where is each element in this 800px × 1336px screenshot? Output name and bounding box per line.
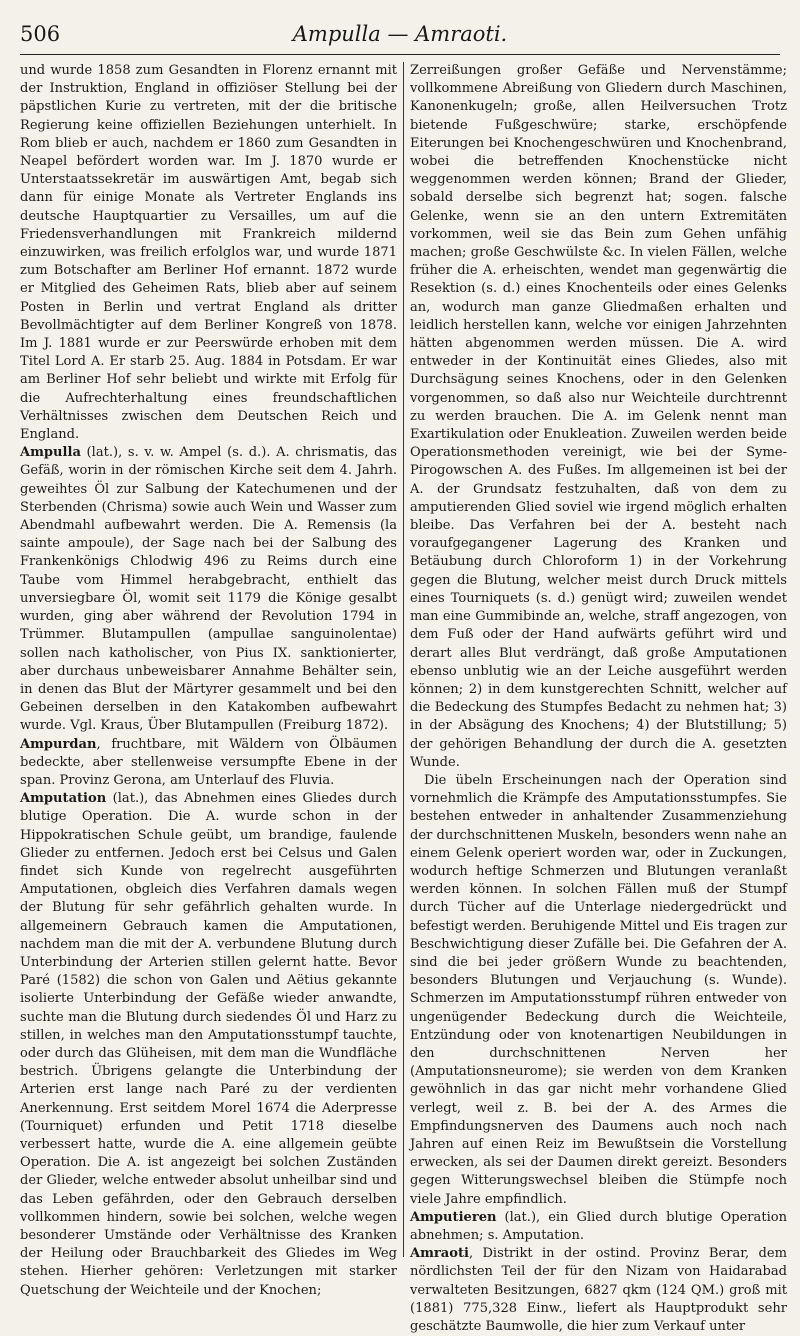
entry-text: , fruchtbare, mit Wäldern von Ölbäumen bedeckte, aber stellenweise versumpfte Ebene in der span. Provinz Gerona, am Unterlauf des Fluvia. <box>20 736 397 788</box>
column-divider <box>403 62 404 1257</box>
entry-text: (lat.), s. v. w. Ampel (s. d.). A. chrismatis, das Gefäß, worin in der römischen Kirche seit dem 4. Jahrh. geweihtes Öl zur Salbung der Katechumenen und der Sterbenden (Chrisma) sowie auch Wein und Wasser zum Abendmahl aufbewahrt werden. Die A. Remensis (la sainte ampoule), der Sage nach bei der Salbung des Frankenkönigs Chlodwig 496 zu Reims durch eine Taube vom Himmel herabgebracht, enthielt das unversiegbare Öl, womit seit 1179 die Könige gesalbt wurden, ging aber während der Revolution 1794 in Trümmer. Blutampullen (ampullae sanguinolentae) sollen nach katholischer, von Pius IX. sanktionierter, aber durchaus unbeweisbarer Annahme Behälter sein, in denen das Blut der Märtyrer gesammelt und bei den Gebeinen derselben in den Katakomben aufbewahrt wurde. Vgl. Kraus, Über Blutampullen (Freiburg 1872). <box>20 445 397 734</box>
page-number: 506 <box>20 22 61 46</box>
entry-amputieren <box>410 1209 787 1245</box>
entry-amraoti <box>410 1245 787 1336</box>
entry-ampurdan <box>20 736 397 791</box>
entry-lemma: Amputation <box>20 791 107 807</box>
entry-text: (lat.), ein Glied durch blutige Operation abnehmen; s. Amputation. <box>410 1209 787 1243</box>
entry-text: (lat.), das Abnehmen eines Gliedes durch blutige Operation. Die A. wurde schon in der Hippokratischen Schule geübt, um brandige, faulende Glieder zu entfernen. Jedoch erst bei Celsus und Galen findet sich Kunde von regelrecht ausgeführten Amputationen, obgleich dies Verfahren damals wegen der Blutung für sehr gefährlich gehalten wurde. In allgemeinern Gebrauch kamen die Amputationen, nachdem man die mit der A. verbundene Blutung durch Unterbindung der Arterien stillen gelernt hatte. Bevor Paré (1582) die schon von Galen und Aëtius gekannte isolierte Unterbindung der Gefäße wieder anwandte, suchte man die Blutung durch siedendes Öl und Harz zu stillen, in welches man den Amputationsstumpf tauchte, oder durch das Glüheisen, mit dem man die Wundfläche bestrich. Übrigens gelangte die Unterbindung der Arterien erst lange nach Paré zu der verdienten Anerkennung. Erst seitdem Morel 1674 die Aderpresse (Tourniquet) erfunden und Petit 1718 dieselbe verbessert hatte, wurde die A. eine allgemein geübte Operation. Die A. ist angezeigt bei solchen Zuständen der Glieder, welche entweder absolut unheilbar sind und das Leben gefährden, oder den Gebrauch derselben vollkommen hindern, sowie bei solchen, welche wegen besonderer Umstände oder Verhältnisse des Kranken der Heilung oder Brauchbarkeit des Gliedes im Weg stehen. Hierher gehören: Verletzungen mit starker Quetschung der Weichteile und der Knochen; <box>20 791 397 1298</box>
continued-paragraph: Zerreißungen großer Gefäße und Nervenstämme; vollkommene Abreißung von Gliedern durch Maschinen, Kanonenkugeln; große, allen Heilversuchen Trotz bietende Fußgeschwüre; starke, erschöpfende Eiterungen bei Knochengeschwüren und Knochenbrand, wobei die betreffenden Knochenstücke nicht weggenommen werden können; Brand der Glieder, sobald derselbe sich begrenzt hat; sogen. falsche Gelenke, wenn sie an den untern Extremitäten vorkommen, weil sie das Bein zum Gehen unfähig machen; große Geschwülste &c. In vielen Fällen, welche früher die A. erheischten, wendet man gegenwärtig die Resektion (s. d.) eines Knochenteils oder eines Gelenks an, wodurch man ganze Gliedmaßen erhalten und leidlich herstellen kann, welche vor einigen Jahrzehnten hätten abgenommen werden müssen. Die A. wird entweder in der Kontinuität eines Gliedes, also mit Durchsägung seines Knochens, oder in den Gelenken vorgenommen, so daß also nur Weichteile durchtrennt zu werden brauchen. Die A. im Gelenk nennt man Exartikulation oder Enukleation. Zuweilen werden beide Operationsmethoden vereinigt, wie bei der Syme-Pirogowschen A. des Fußes. Im allgemeinen ist bei der A. der Grundsatz festzuhalten, daß von dem zu amputierenden Glied soviel wie irgend möglich erhalten bleibe. Das Verfahren bei der A. besteht nach voraufgegangener Lagerung des Kranken und Betäubung durch Chloroform 1) in der Vorkehrung gegen die Blutung, welcher meist durch Druck mittels eines Tourniquets (s. d.) genügt wird; zuweilen wendet man eine Gummibinde an, welche, straff angezogen, von dem Fuß oder der Hand aufwärts geführt wird und derart alles Blut verdrängt, daß große Amputationen ebenso unblutig wie an der Leiche ausgeführt werden können; 2) in dem kunstgerechten Schnitt, welcher auf die Bedeckung des Stumpfes Bedacht zu nehmen hat; 3) in der Absägung des Knochens; 4) der Blutstillung; 5) der gehörigen Behandlung der durch die A. gesetzten Wunde. <box>410 63 787 770</box>
entry-ampulla <box>20 444 397 735</box>
continued-paragraph: und wurde 1858 zum Gesandten in Florenz ernannt mit der Instruktion, England in offiziöser Stellung bei der päpstlichen Kurie zu vertreten, mit der die britische Regierung keine offiziellen Beziehungen unterhielt. In Rom blieb er auch, nachdem er 1860 zum Gesandten in Neapel befördert worden war. Im J. 1870 wurde er Unterstaatssekretär im auswärtigen Amt, begab sich dann für einige Monate als Vertreter Englands ins deutsche Hauptquartier zu Versailles, um auf die Friedensverhandlungen mit Frankreich mildernd einzuwirken, was freilich erfolglos war, und wurde 1871 zum Botschafter am Berliner Hof ernannt. 1872 wurde er Mitglied des Geheimen Rats, blieb aber auf seinem Posten in Berlin und vertrat England als dritter Bevollmächtigter auf dem Berliner Kongreß von 1878. Im J. 1881 wurde er zur Peerswürde erhoben mit dem Titel Lord A. Er starb 25. Aug. 1884 in Potsdam. Er war am Berliner Hof sehr beliebt und wirkte mit Erfolg für die Aufrechterhaltung eines freundschaftlichen Verhältnisses zwischen dem Deutschen Reich und England. <box>20 63 397 443</box>
entry-amputation <box>20 790 397 1300</box>
page-header <box>20 22 780 52</box>
entry-lemma: Ampurdan <box>20 736 97 752</box>
paragraph: Die übeln Erscheinungen nach der Operation sind vornehmlich die Krämpfe des Amputationsstumpfes. Sie bestehen entweder in anhaltender Zusammenziehung der durchschnittenen Muskeln, besonders wenn nahe an einem Gelenk operiert worden war, oder in Zuckungen, wodurch heftige Schmerzen und Blutungen veranlaßt werden können. In solchen Fällen muß der Stumpf durch Tücher auf die Unterlage niedergedrückt und befestigt werden. Beruhigende Mittel und Eis tragen zur Beschwichtigung dieser Zufälle bei. Die Gefahren der A. sind die bei jeder größern Wunde zu beachtenden, besonders Blutungen und Verjauchung (s. Wunde). Schmerzen im Amputationsstumpf rühren entweder von ungenügender Bedeckung durch die Weichteile, Entzündung oder von knotenartigen Neubildungen in den durchschnittenen Nerven her (Amputationsneurome); sie werden von dem Kranken gewöhnlich in das gar nicht mehr vorhandene Glied verlegt, weil z. B. bei der A. des Armes die Empfindungsnerven des Daumens auch noch nach Jahren auf einen Reiz im Bewußtsein die Vorstellung erwecken, als sei der Daumen direkt gereizt. Besonders gegen Witterungswechsel bleiben die Stümpfe noch viele Jahre empfindlich. <box>410 772 787 1207</box>
left-column <box>20 62 397 1298</box>
entry-text: , Distrikt in der ostind. Provinz Berar, dem nördlichsten Teil der für den Nizam von Haidarabad verwalteten Besitzungen, 6827 qkm (124 QM.) groß mit (1881) 775,328 Einw., liefert als Hauptprodukt sehr geschätzte Baumwolle, die hier zum Verkauf unter <box>410 1246 787 1335</box>
header-rule <box>20 54 780 55</box>
running-title: Ampulla — Amraoti. <box>292 22 508 46</box>
entry-lemma: Ampulla <box>20 445 81 461</box>
entry-lemma: Amputieren <box>410 1209 497 1225</box>
right-column <box>410 62 787 1335</box>
entry-lemma: Amraoti <box>410 1246 469 1262</box>
